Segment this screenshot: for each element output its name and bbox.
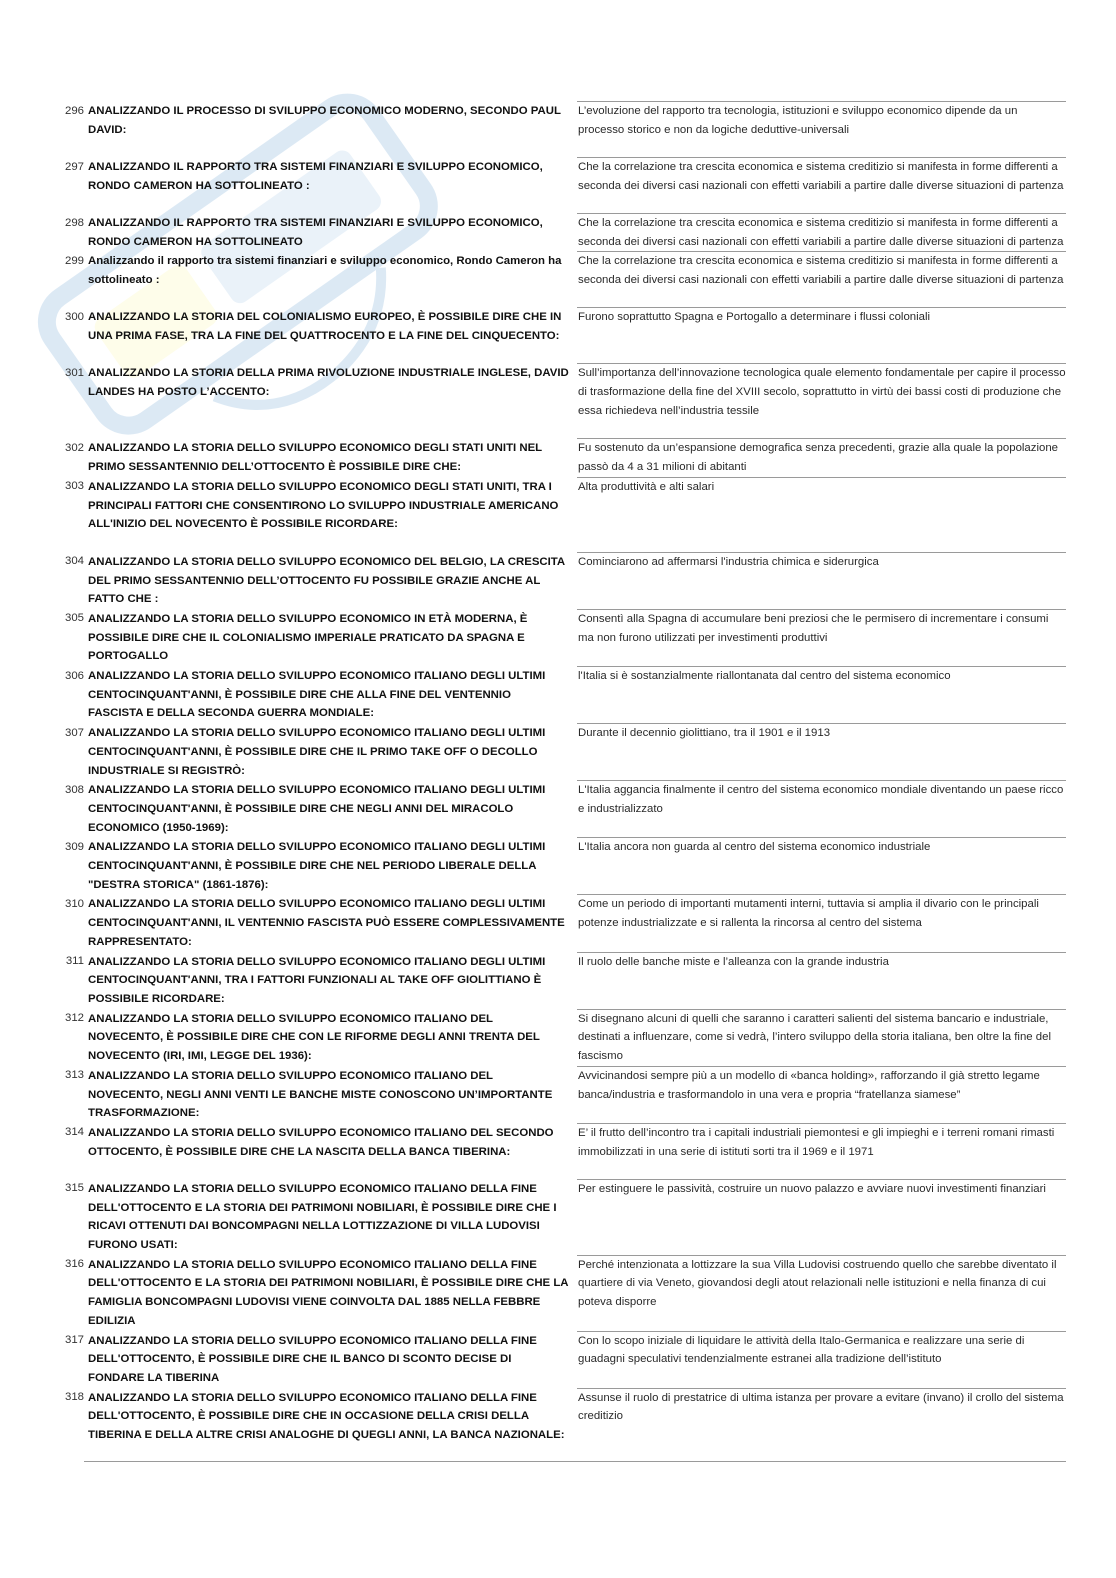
answer-text: Fu sostenuto da un’espansione demografica senza precedenti, grazie alla quale la popolazione passò da 4 a 31 milioni di abitanti (577, 439, 1066, 477)
answer-text: L'Italia aggancia finalmente il centro del sistema economico mondiale diventando un paese ricco e industrializzato (577, 781, 1066, 838)
question-number: 302 (64, 441, 84, 454)
question-number: 305 (64, 612, 84, 625)
question-text: ANALIZZANDO LA STORIA DELLO SVILUPPO ECONOMICO ITALIANO DEL NOVECENTO, È POSSIBILE DIRE CHE CON LE RIFORME DEGLI ANNI TRENTA DEL NOVECENTO (IRI, IMI, LEGGE DEL 1936): (88, 1012, 540, 1063)
question-number: 296 (64, 104, 84, 117)
question-number: 311 (65, 955, 84, 968)
question-row (58, 1255, 1066, 1331)
question-row (58, 895, 1066, 952)
question-row (58, 308, 1066, 364)
question-number: 303 (64, 480, 84, 493)
question-text: ANALIZZANDO LA STORIA DELLO SVILUPPO ECONOMICO ITALIANO DEGLI ULTIMI CENTOCINQUANT'ANNI, È POSSIBILE DIRE CHE IL PRIMO TAKE OFF O DECOLLO INDUSTRIALE SI REGISTRÒ: (88, 727, 546, 777)
question-text: ANALIZZANDO LA STORIA DELLO SVILUPPO ECONOMICO IN ETÀ MODERNA, È POSSIBILE DIRE CHE IL COLONIALISMO IMPERIALE PRATICATO DA SPAGNA E PORTOGALLO (88, 612, 528, 663)
answer-text: Per estinguere le passività, costruire un nuovo palazzo e avviare nuovi investimenti finanziari (577, 1179, 1066, 1255)
question-number: 297 (64, 160, 84, 173)
question-text: ANALIZZANDO IL PROCESSO DI SVILUPPO ECONOMICO MODERNO, SECONDO PAUL DAVID: (88, 105, 561, 136)
answer-text: Durante il decennio giolittiano, tra il 1901 e il 1913 (577, 724, 1066, 781)
question-number: 310 (64, 897, 84, 910)
answer-text: Con lo scopo iniziale di liquidare le attività della Italo-Germanica e realizzare una serie di guadagni speculativi tendenzialmente estranei alla tradizione dell’istituto (577, 1331, 1066, 1388)
question-row (58, 609, 1066, 666)
question-row (58, 781, 1066, 838)
question-row (58, 1179, 1066, 1255)
answer-text: Che la correlazione tra crescita economica e sistema creditizio si manifesta in forme differenti a seconda dei diversi casi nazionali con effetti variabili a partire dalle diverse situazioni di partenza (577, 214, 1066, 252)
question-row (58, 252, 1066, 308)
question-row (58, 158, 1066, 214)
question-row (58, 724, 1066, 781)
question-row (58, 1123, 1066, 1179)
answer-text: Avvicinandosi sempre più a un modello di «banca holding», rafforzando il già stretto legame banca/industria e trasformandolo in una vera e propria “fratellanza siamese” (577, 1066, 1066, 1123)
question-number: 317 (64, 1334, 84, 1347)
question-number: 309 (64, 840, 84, 853)
question-text: ANALIZZANDO LA STORIA DELLO SVILUPPO ECONOMICO DEGLI STATI UNITI NEL PRIMO SESSANTENNIO DELL’OTTOCENTO È POSSIBILE DIRE CHE: (88, 442, 543, 474)
question-number: 314 (64, 1126, 84, 1139)
question-text: ANALIZZANDO LA STORIA DELLO SVILUPPO ECONOMICO ITALIANO DEL NOVECENTO, NEGLI ANNI VENTI LE BANCHE MISTE CONOSCONO UN’IMPORTANTE TRASFORMAZIONE: (88, 1069, 553, 1120)
question-number: 306 (64, 669, 84, 682)
answer-text: Sull’importanza dell’innovazione tecnologica quale elemento fondamentale per capire il processo di trasformazione della fine del XVIII secolo, soprattutto in virtù dei bassi costi di produzione che essa richiedeva nell’industria tessile (577, 364, 1066, 439)
question-row (58, 102, 1066, 158)
answer-text: Come un periodo di importanti mutamenti interni, tuttavia si amplia il divario con le principali potenze industrializzate e si rallenta la rincorsa al centro del sistema (577, 895, 1066, 952)
answer-text: Furono soprattutto Spagna e Portogallo a determinare i flussi coloniali (577, 308, 1066, 364)
question-row (58, 477, 1066, 552)
answer-text: L’evoluzione del rapporto tra tecnologia, istituzioni e sviluppo economico dipende da un processo storico e non da logiche deduttive-universali (577, 102, 1066, 158)
question-row (58, 1066, 1066, 1123)
answer-text: Assunse il ruolo di prestatrice di ultima istanza per provare a evitare (invano) il crollo del sistema creditizio (577, 1388, 1066, 1445)
question-row (58, 1388, 1066, 1445)
question-text: ANALIZZANDO LA STORIA DELLO SVILUPPO ECONOMICO ITALIANO DEGLI ULTIMI CENTOCINQUANT'ANNI, IL VENTENNIO FASCISTA PUÒ ESSERE COMPLESSIVAMENTE RAPPRESENTATO: (88, 898, 565, 948)
question-text: ANALIZZANDO LA STORIA DELLO SVILUPPO ECONOMICO ITALIANO DELLA FINE DELL'OTTOCENTO E LA STORIA DEI PATRIMONI NOBILIARI, È POSSIBILE DIRE CHE I RICAVI OTTENUTI DAI BONCOMPAGNI NELLA LOTTIZZAZIONE DI VILLA LUDOVISI FURONO USATI: (88, 1182, 557, 1252)
question-text: ANALIZZANDO LA STORIA DEL COLONIALISMO EUROPEO, È POSSIBILE DIRE CHE IN UNA PRIMA FASE, TRA LA FINE DEL QUATTROCENTO E LA FINE DEL CINQUECENTO: (88, 311, 562, 343)
question-number: 318 (64, 1391, 84, 1404)
question-text: ANALIZZANDO LA STORIA DELLO SVILUPPO ECONOMICO ITALIANO DEGLI ULTIMI CENTOCINQUANT'ANNI, TRA I FATTORI FUNZIONALI AL TAKE OFF GIOLITTIANO È POSSIBILE RICORDARE: (88, 955, 546, 1005)
answer-text: Il ruolo delle banche miste e l’alleanza con la grande industria (577, 952, 1066, 1009)
question-number: 312 (64, 1012, 84, 1025)
question-number: 315 (64, 1182, 84, 1195)
question-row (58, 667, 1066, 724)
question-row (58, 952, 1066, 1009)
qa-table (58, 101, 1066, 1445)
question-text: ANALIZZANDO LA STORIA DELLO SVILUPPO ECONOMICO ITALIANO DEL SECONDO OTTOCENTO, È POSSIBILE DIRE CHE LA NASCITA DELLA BANCA TIBERINA: (88, 1126, 554, 1158)
question-number: 298 (64, 216, 84, 229)
answer-text: L'Italia ancora non guarda al centro del sistema economico industriale (577, 838, 1066, 895)
answer-text: Si disegnano alcuni di quelli che saranno i caratteri salienti del sistema bancario e industriale, destinati a influenzare, come si vedrà, l’intero sviluppo della storia italiana, ben oltre la fine del fascismo (577, 1009, 1066, 1066)
question-row (58, 552, 1066, 609)
question-row (58, 838, 1066, 895)
question-number: 316 (64, 1258, 84, 1271)
question-text: ANALIZZANDO LA STORIA DELLO SVILUPPO ECONOMICO ITALIANO DELLA FINE DELL'OTTOCENTO E LA STORIA DEI PATRIMONI NOBILIARI, È POSSIBILE DIRE CHE LA FAMIGLIA BONCOMPAGNI LUDOVISI VIENE COINVOLTA DAL 1885 NELLA FEBBRE EDILIZIA (88, 1258, 569, 1327)
question-text: ANALIZZANDO LA STORIA DELLO SVILUPPO ECONOMICO DEGLI STATI UNITI, TRA I PRINCIPALI FATTORI CHE CONSENTIRONO LO SVILUPPO INDUSTRIALE AMERICANO ALL'INIZIO DEL NOVECENTO È POSSIBILE RICORDARE: (88, 480, 559, 531)
question-number: 299 (64, 254, 84, 267)
question-text: Analizzando il rapporto tra sistemi finanziari e sviluppo economico, Rondo Cameron ha sottolineato : (88, 255, 562, 287)
question-text: ANALIZZANDO IL RAPPORTO TRA SISTEMI FINANZIARI E SVILUPPO ECONOMICO, RONDO CAMERON HA SOTTOLINEATO (88, 217, 543, 248)
question-number: 307 (64, 726, 84, 739)
question-row (58, 364, 1066, 439)
question-row (58, 1331, 1066, 1388)
question-text: ANALIZZANDO LA STORIA DELLA PRIMA RIVOLUZIONE INDUSTRIALE INGLESE, DAVID LANDES HA POSTO L’ACCENTO: (88, 367, 569, 399)
bottom-rule (84, 1461, 1066, 1462)
answer-text: Che la correlazione tra crescita economica e sistema creditizio si manifesta in forme differenti a seconda dei diversi casi nazionali con effetti variabili a partire dalle diverse situazioni di partenza (577, 252, 1066, 308)
question-number: 300 (64, 310, 84, 323)
answer-text: Cominciarono ad affermarsi l'industria chimica e siderurgica (577, 552, 1066, 609)
question-row (58, 214, 1066, 252)
question-row (58, 439, 1066, 477)
question-text: ANALIZZANDO IL RAPPORTO TRA SISTEMI FINANZIARI E SVILUPPO ECONOMICO, RONDO CAMERON HA SOTTOLINEATO : (88, 161, 543, 192)
answer-text: Alta produttività e alti salari (577, 477, 1066, 552)
question-row (58, 1009, 1066, 1066)
answer-text: l'Italia si è sostanzialmente riallontanata dal centro del sistema economico (577, 667, 1066, 724)
answer-text: Consentì alla Spagna di accumulare beni preziosi che le permisero di incrementare i consumi ma non furono utilizzati per investimenti produttivi (577, 609, 1066, 666)
question-number: 304 (64, 555, 84, 568)
answer-text: E’ il frutto dell’incontro tra i capitali industriali piemontesi e gli impieghi e i terreni romani rimasti immobilizzati in una serie di istituti sorti tra il 1969 e il 1971 (577, 1123, 1066, 1179)
question-number: 308 (64, 783, 84, 796)
question-text: ANALIZZANDO LA STORIA DELLO SVILUPPO ECONOMICO ITALIANO DELLA FINE DELL'OTTOCENTO, È POSSIBILE DIRE CHE IL BANCO DI SCONTO DECISE DI FONDARE LA TIBERINA (88, 1334, 537, 1384)
answer-text: Che la correlazione tra crescita economica e sistema creditizio si manifesta in forme differenti a seconda dei diversi casi nazionali con effetti variabili a partire dalle diverse situazioni di partenza (577, 158, 1066, 214)
answer-text: Perché intenzionata a lottizzare la sua Villa Ludovisi costruendo quello che sarebbe diventato il quartiere di via Veneto, giovandosi degli atout relazionali nelle istituzioni e nella finanza di cui poteva disporre (577, 1255, 1066, 1331)
question-number: 313 (64, 1069, 84, 1082)
question-text: ANALIZZANDO LA STORIA DELLO SVILUPPO ECONOMICO ITALIANO DEGLI ULTIMI CENTOCINQUANT'ANNI, È POSSIBILE DIRE CHE NEGLI ANNI DEL MIRACOLO ECONOMICO (1950-1969): (88, 784, 546, 834)
question-text: ANALIZZANDO LA STORIA DELLO SVILUPPO ECONOMICO DEL BELGIO, LA CRESCITA DEL PRIMO SESSANTENNIO DELL’OTTOCENTO FU POSSIBILE GRAZIE ANCHE AL FATTO CHE : (88, 555, 566, 606)
question-text: ANALIZZANDO LA STORIA DELLO SVILUPPO ECONOMICO ITALIANO DEGLI ULTIMI CENTOCINQUANT'ANNI, È POSSIBILE DIRE CHE NEL PERIODO LIBERALE DELLA "DESTRA STORICA" (1861-1876): (88, 841, 546, 891)
question-text: ANALIZZANDO LA STORIA DELLO SVILUPPO ECONOMICO ITALIANO DELLA FINE DELL'OTTOCENTO, È POSSIBILE DIRE CHE IN OCCASIONE DELLA CRISI DELLA TIBERINA E DELLA ALTRE CRISI ANALOGHE DI QUEGLI ANNI, LA BANCA NAZIONALE: (88, 1391, 565, 1442)
question-text: ANALIZZANDO LA STORIA DELLO SVILUPPO ECONOMICO ITALIANO DEGLI ULTIMI CENTOCINQUANT'ANNI, È POSSIBILE DIRE CHE ALLA FINE DEL VENTENNIO FASCISTA E DELLA SECONDA GUERRA MONDIALE: (88, 670, 546, 720)
question-number: 301 (64, 366, 84, 379)
